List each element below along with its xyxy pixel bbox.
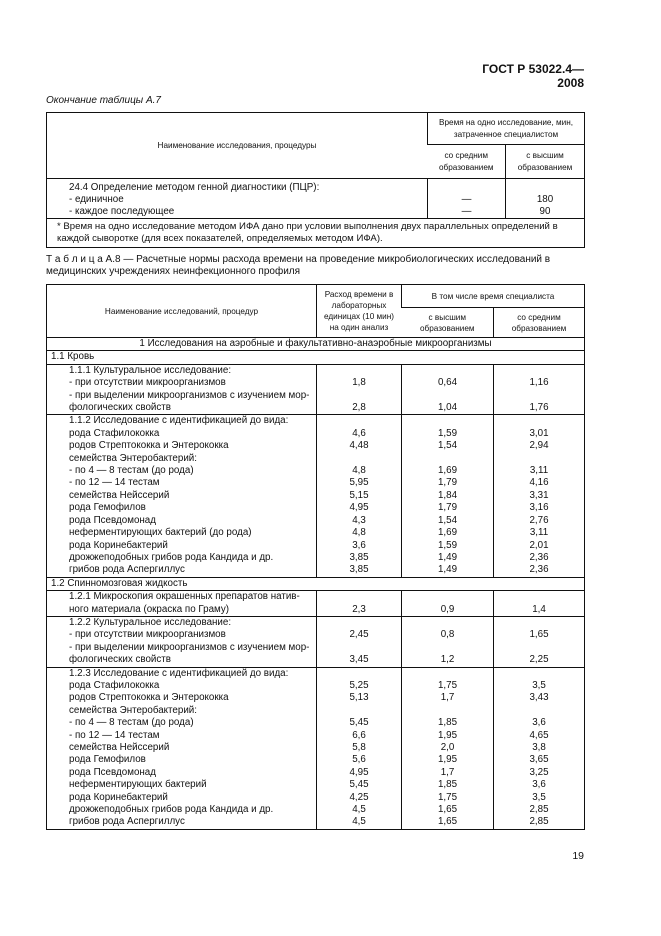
value-higher: 1,2 (402, 654, 494, 667)
value-time: 5,45 (317, 717, 402, 729)
value-middle: 3,43 (494, 692, 585, 704)
table-row (47, 490, 585, 502)
value-middle: 2,25 (494, 654, 585, 667)
value-time: 4,8 (317, 465, 402, 477)
value-time: 4,25 (317, 792, 402, 804)
value-middle: 3,01 (494, 428, 585, 440)
table-row (47, 792, 585, 804)
value-middle (494, 453, 585, 465)
row-name: родов Стрептококка и Энтерококка (69, 440, 229, 452)
table-row (47, 680, 585, 692)
value-higher (402, 453, 494, 465)
value-higher (402, 616, 494, 629)
value-middle: 3,5 (494, 680, 585, 692)
value-time: 2,3 (317, 604, 402, 617)
value-time: 4,95 (317, 767, 402, 779)
row-name: - при отсутствии микроорганизмов (69, 377, 226, 389)
value-time: 5,15 (317, 490, 402, 502)
value-time (317, 642, 402, 654)
table-a7-note: * Время на одно исследование методом ИФА дано при условии выполнения двух параллельных определений в каждой сыворотке (для всех показателей, определяемых методом ИФА). (47, 219, 585, 248)
value-middle (494, 415, 585, 428)
value-time: 6,6 (317, 730, 402, 742)
value-time: 5,13 (317, 692, 402, 704)
row-name: дрожжеподобных грибов рода Кандида и др. (69, 551, 274, 563)
value-time: 5,8 (317, 742, 402, 754)
value-higher: 90 (506, 206, 585, 219)
value-higher: 1,59 (402, 428, 494, 440)
subsection-heading (47, 351, 585, 364)
row-name: фологических свойств (69, 654, 171, 666)
value-time: 4,3 (317, 515, 402, 527)
value-middle: 2,85 (494, 816, 585, 829)
value-time: 3,85 (317, 552, 402, 564)
table-row (47, 453, 585, 465)
table-row (47, 527, 585, 539)
table-row (47, 616, 585, 629)
value-middle: 3,8 (494, 742, 585, 754)
table-row (47, 515, 585, 527)
row-name: рода Гемофилов (69, 502, 146, 514)
value-higher (402, 415, 494, 428)
value-time: 5,6 (317, 754, 402, 766)
value-higher: 1,54 (402, 440, 494, 452)
value-higher: 1,65 (402, 816, 494, 829)
table-row (47, 717, 585, 729)
value-higher (402, 642, 494, 654)
value-middle: 3,31 (494, 490, 585, 502)
value-time: 5,95 (317, 477, 402, 489)
value-middle: 1,16 (494, 377, 585, 389)
value-middle (494, 667, 585, 680)
value-middle: 2,36 (494, 552, 585, 564)
row-name: 1.2.3 Исследование с идентификацией до вида: (47, 667, 317, 680)
value-middle: 3,16 (494, 502, 585, 514)
col-header-name: Наименование исследований, процедур (47, 285, 317, 338)
value-higher: 1,95 (402, 730, 494, 742)
value-middle (494, 616, 585, 629)
value-higher: 0,8 (402, 629, 494, 641)
table-row (47, 477, 585, 489)
value-time: 4,95 (317, 502, 402, 514)
row-name: рода Стафилококка (69, 679, 160, 691)
value-higher (402, 390, 494, 402)
row-name: - по 12 — 14 тестам (69, 729, 160, 741)
table-a8-caption: Т а б л и ц а А.8 — Расчетные нормы расхода времени на проведение микробиологических исследований в медицинских учреждениях неинфекционного профиля (46, 254, 551, 277)
value-middle (428, 179, 506, 195)
table-row (47, 440, 585, 452)
value-middle (494, 705, 585, 717)
value-middle: — (428, 206, 506, 219)
row-name: - при выделении микроорганизмов с изучением мор- (69, 389, 310, 401)
value-time: 3,85 (317, 564, 402, 577)
value-higher: 1,49 (402, 564, 494, 577)
table-row (47, 179, 585, 195)
col-header-middle: со средним образованием (428, 145, 506, 179)
table-row (47, 377, 585, 389)
row-name: рода Коринебактерий (69, 539, 168, 551)
value-middle (494, 364, 585, 377)
col-header-time: Время на одно исследование, мин, затраченное специалистом (428, 113, 585, 145)
value-higher: 1,54 (402, 515, 494, 527)
row-name: грибов рода Аспергиллус (69, 564, 185, 576)
row-name: - при отсутствии микроорганизмов (69, 629, 226, 641)
table-row (47, 754, 585, 766)
col-header-name: Наименование исследования, процедуры (47, 113, 428, 179)
value-time (317, 667, 402, 680)
value-time (317, 364, 402, 377)
value-higher (402, 591, 494, 604)
row-name: - по 4 — 8 тестам (до рода) (69, 465, 194, 477)
row-name: - по 12 — 14 тестам (69, 477, 160, 489)
value-middle: 3,5 (494, 792, 585, 804)
table-row (47, 564, 585, 577)
value-time (317, 453, 402, 465)
value-higher: 1,04 (402, 402, 494, 415)
row-name: неферментирующих бактерий (69, 779, 207, 791)
table-row (47, 642, 585, 654)
col-header-higher: с высшим образованием (506, 145, 585, 179)
table-row (47, 428, 585, 440)
value-time: 1,8 (317, 377, 402, 389)
value-middle: 2,85 (494, 804, 585, 816)
table-row (47, 502, 585, 514)
value-time: 3,6 (317, 540, 402, 552)
row-name: семейства Нейссерий (69, 489, 170, 501)
value-middle (494, 390, 585, 402)
col-header-higher: с высшим образованием (402, 308, 494, 338)
table-row (47, 654, 585, 667)
value-middle (494, 591, 585, 604)
value-time: 4,5 (317, 816, 402, 829)
value-higher: 1,85 (402, 717, 494, 729)
subsection-heading-label: 1.2 Спинномозговая жидкость (47, 577, 585, 590)
value-middle: 3,11 (494, 527, 585, 539)
value-middle: 3,6 (494, 779, 585, 791)
value-time: 4,6 (317, 428, 402, 440)
value-time: 4,8 (317, 527, 402, 539)
row-name: семейства Энтеробактерий: (69, 704, 198, 716)
value-higher (402, 705, 494, 717)
value-time (317, 616, 402, 629)
value-higher: 180 (506, 194, 585, 206)
row-name: - единичное (69, 194, 124, 205)
row-name: 24.4 Определение методом генной диагностики (ПЦР): (69, 182, 320, 193)
value-middle: 1,65 (494, 629, 585, 641)
row-name: грибов рода Аспергиллус (69, 816, 185, 828)
document-code: ГОСТ Р 53022.4—2008 (482, 62, 584, 90)
table-a7-caption: Окончание таблицы А.7 (46, 95, 161, 106)
value-higher: 1,79 (402, 502, 494, 514)
value-time: 4,48 (317, 440, 402, 452)
value-time (317, 591, 402, 604)
row-name: дрожжеподобных грибов рода Кандида и др. (69, 804, 274, 816)
value-higher: 1,75 (402, 680, 494, 692)
value-time: 5,25 (317, 680, 402, 692)
row-name: рода Псевдомонад (69, 514, 156, 526)
value-time (317, 705, 402, 717)
value-middle: 3,6 (494, 717, 585, 729)
table-row (47, 767, 585, 779)
row-name: 1.2.1 Микроскопия окрашенных препаратов натив- (47, 591, 317, 604)
row-name: семейства Энтеробактерий: (69, 452, 198, 464)
value-higher: 1,7 (402, 692, 494, 704)
table-row (47, 364, 585, 377)
row-name: - каждое последующее (69, 206, 175, 217)
table-row (47, 591, 585, 604)
table-row (47, 604, 585, 617)
table-row (47, 629, 585, 641)
page-number: 19 (572, 850, 584, 862)
value-higher: 0,9 (402, 604, 494, 617)
value-higher: 0,64 (402, 377, 494, 389)
row-name: рода Гемофилов (69, 754, 146, 766)
row-name: ного материала (окраска по Граму) (69, 603, 230, 615)
value-higher: 1,84 (402, 490, 494, 502)
value-higher: 1,65 (402, 804, 494, 816)
row-name: 1.2.2 Культуральное исследование: (47, 616, 317, 629)
table-row (47, 390, 585, 402)
value-middle: 3,65 (494, 754, 585, 766)
row-name: родов Стрептококка и Энтерококка (69, 692, 229, 704)
value-higher: 2,0 (402, 742, 494, 754)
section-heading-label: 1 Исследования на аэробные и факультативно-анаэробные микроорганизмы (47, 338, 585, 351)
value-time: 4,5 (317, 804, 402, 816)
value-higher (506, 179, 585, 195)
value-middle: 2,36 (494, 564, 585, 577)
value-middle: 2,01 (494, 540, 585, 552)
value-higher: 1,85 (402, 779, 494, 791)
value-middle: — (428, 194, 506, 206)
table-a7 (46, 112, 585, 248)
value-time: 2,8 (317, 402, 402, 415)
value-higher: 1,79 (402, 477, 494, 489)
value-middle: 1,4 (494, 604, 585, 617)
row-name: - при выделении микроорганизмов с изучением мор- (69, 641, 310, 653)
table-row (47, 667, 585, 680)
value-higher: 1,59 (402, 540, 494, 552)
table-row (47, 540, 585, 552)
table-row (47, 465, 585, 477)
value-middle: 1,76 (494, 402, 585, 415)
table-row (47, 692, 585, 704)
table-row (47, 730, 585, 742)
value-time: 5,45 (317, 779, 402, 791)
table-row (47, 742, 585, 754)
row-name: 1.1.2 Исследование с идентификацией до вида: (47, 415, 317, 428)
value-middle (494, 642, 585, 654)
value-middle: 3,25 (494, 767, 585, 779)
value-higher: 1,7 (402, 767, 494, 779)
value-middle: 2,76 (494, 515, 585, 527)
value-time: 2,45 (317, 629, 402, 641)
value-higher: 1,69 (402, 465, 494, 477)
value-higher: 1,69 (402, 527, 494, 539)
row-name: рода Стафилококка (69, 427, 160, 439)
table-a8 (46, 284, 585, 830)
table-row (47, 705, 585, 717)
row-name: семейства Нейссерий (69, 742, 170, 753)
row-name: рода Коринебактерий (69, 791, 168, 803)
table-row (47, 779, 585, 791)
row-name: неферментирующих бактерий (до рода) (69, 527, 252, 539)
row-name: 1.1.1 Культуральное исследование: (47, 364, 317, 377)
subsection-heading (47, 577, 585, 590)
table-row (47, 804, 585, 816)
value-higher: 1,95 (402, 754, 494, 766)
table-row (47, 402, 585, 415)
subsection-heading-label: 1.1 Кровь (51, 351, 95, 363)
table-row (47, 552, 585, 564)
row-name: фологических свойств (69, 402, 171, 414)
table-row (47, 206, 585, 219)
row-name: рода Псевдомонад (69, 766, 156, 778)
section-heading (47, 338, 585, 351)
value-middle: 3,11 (494, 465, 585, 477)
table-row (47, 816, 585, 829)
col-header-time: Расход времени в лабораторных единицах (10 мин) на один анализ (317, 285, 402, 338)
value-higher (402, 364, 494, 377)
value-time (317, 390, 402, 402)
table-row (47, 194, 585, 206)
col-header-middle: со средним образованием (494, 308, 585, 338)
col-header-incl: В том числе время специалиста (402, 285, 585, 308)
row-name: - по 4 — 8 тестам (до рода) (69, 717, 194, 729)
value-time (317, 415, 402, 428)
value-middle: 4,65 (494, 730, 585, 742)
value-middle: 4,16 (494, 477, 585, 489)
value-time: 3,45 (317, 654, 402, 667)
value-higher: 1,75 (402, 792, 494, 804)
value-higher (402, 667, 494, 680)
value-middle: 2,94 (494, 440, 585, 452)
table-row (47, 415, 585, 428)
value-higher: 1,49 (402, 552, 494, 564)
